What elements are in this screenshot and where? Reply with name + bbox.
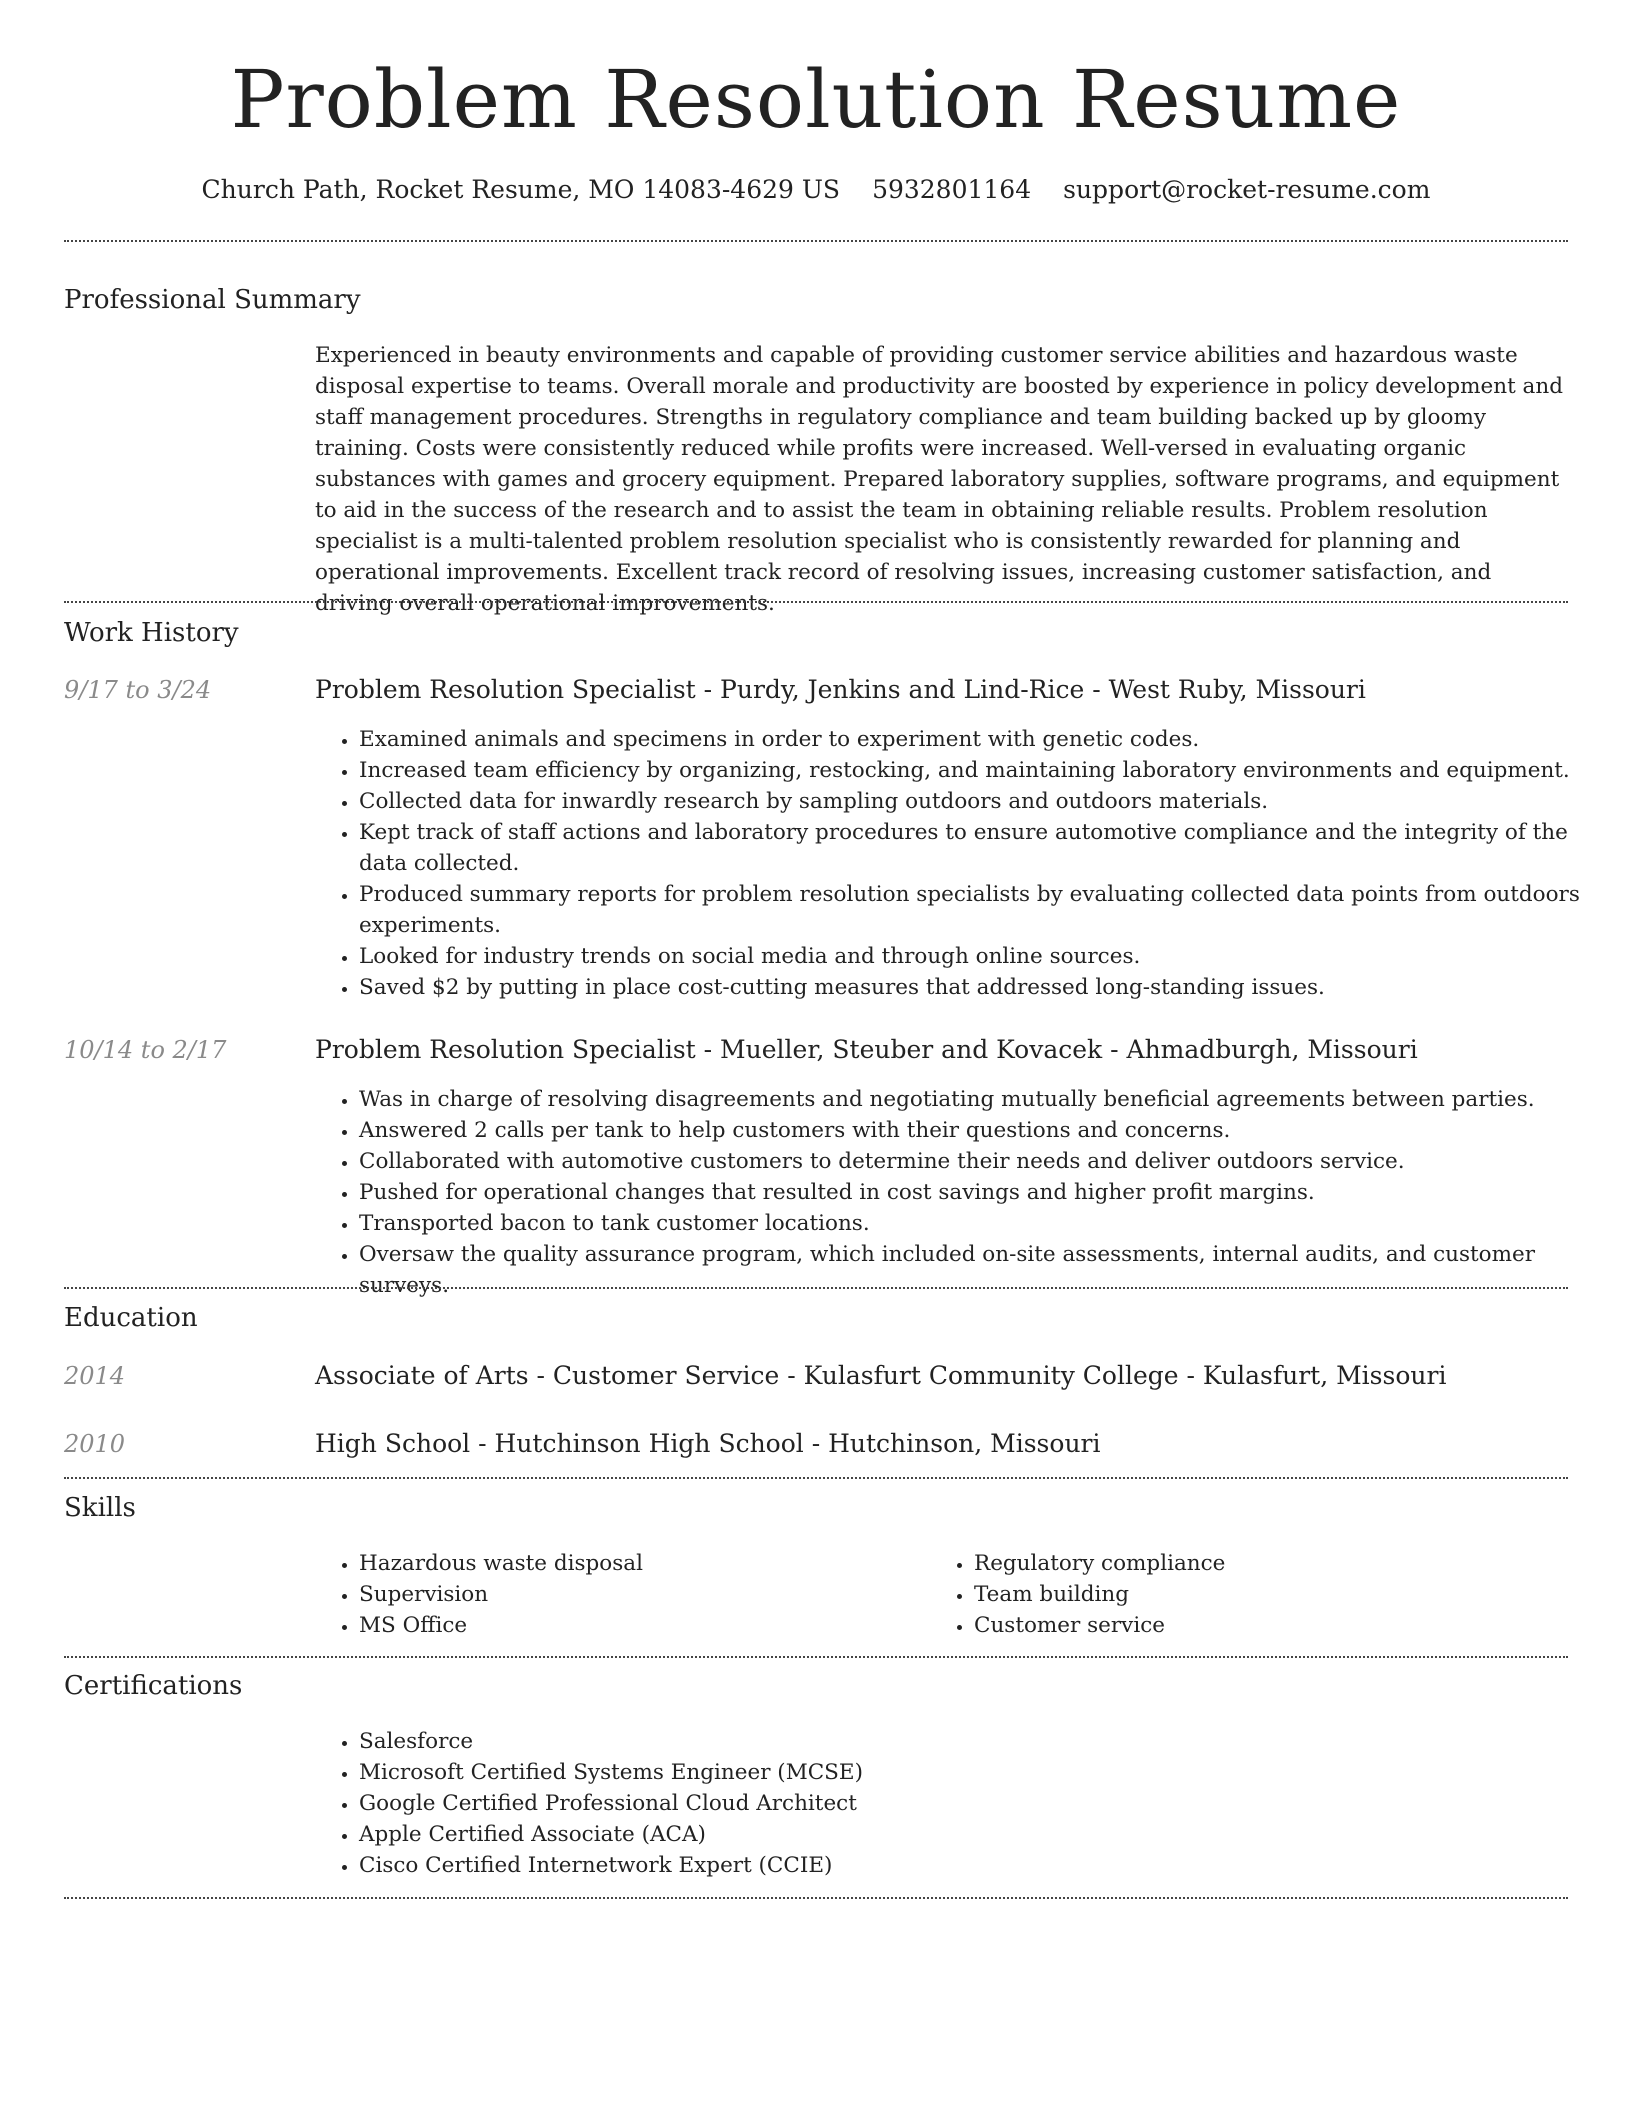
section-divider xyxy=(64,240,1568,242)
list-item: • Apple Certified Associate (ACA) xyxy=(359,1819,1612,1850)
list-item: • Salesforce xyxy=(359,1726,1612,1757)
list-item: • Looked for industry trends on social media and through online sources. xyxy=(359,941,1612,972)
list-item: • Produced summary reports for problem resolution specialists by evaluating collected data points from outdoors experiments. xyxy=(359,879,1612,941)
list-item: • Customer service xyxy=(974,1610,1574,1641)
education-year: 2010 xyxy=(64,1430,126,1458)
section-divider xyxy=(64,601,1568,603)
list-item: • Collaborated with automotive customers to determine their needs and deliver outdoors service. xyxy=(359,1146,1612,1177)
education-entry: High School - Hutchinson High School - Hutchinson, Missouri xyxy=(315,1429,1101,1458)
list-item: • Team building xyxy=(974,1579,1574,1610)
job-dates: 10/14 to 2/17 xyxy=(64,1036,227,1064)
list-item: • Hazardous waste disposal xyxy=(359,1548,959,1579)
list-item: • Oversaw the quality assurance program, which included on-site assessments, internal audits, and customer surveys. xyxy=(359,1239,1612,1301)
job-duties-list xyxy=(315,724,1612,1003)
list-item: • Cisco Certified Internetwork Expert (CCIE) xyxy=(359,1850,1612,1881)
job-title: Problem Resolution Specialist - Purdy, Jenkins and Lind-Rice - West Ruby, Missouri xyxy=(315,675,1366,704)
contact-line xyxy=(0,170,1632,210)
job-duties-list xyxy=(315,1084,1612,1301)
list-item: • Microsoft Certified Systems Engineer (MCSE) xyxy=(359,1757,1612,1788)
contact-phone: 5932801164 xyxy=(872,175,1032,204)
section-divider xyxy=(64,1477,1568,1479)
list-item: • Google Certified Professional Cloud Architect xyxy=(359,1788,1612,1819)
work-history-heading: Work History xyxy=(64,618,239,648)
education-heading: Education xyxy=(64,1303,198,1333)
skills-heading: Skills xyxy=(64,1493,136,1523)
section-divider xyxy=(64,1656,1568,1658)
certifications-list xyxy=(315,1726,1612,1881)
job-title: Problem Resolution Specialist - Mueller, Steuber and Kovacek - Ahmadburgh, Missouri xyxy=(315,1035,1418,1064)
list-item: • Regulatory compliance xyxy=(974,1548,1574,1579)
list-item: • Pushed for operational changes that resulted in cost savings and higher profit margins. xyxy=(359,1177,1612,1208)
list-item: • Supervision xyxy=(359,1579,959,1610)
skills-list-left xyxy=(315,1548,959,1641)
list-item: • Was in charge of resolving disagreements and negotiating mutually beneficial agreements between parties. xyxy=(359,1084,1612,1115)
section-divider xyxy=(64,1287,1568,1289)
list-item: • Examined animals and specimens in order to experiment with genetic codes. xyxy=(359,724,1612,755)
list-item: • Increased team efficiency by organizing, restocking, and maintaining laboratory environments and equipment. xyxy=(359,755,1612,786)
job-dates: 9/17 to 3/24 xyxy=(64,676,212,704)
list-item: • Collected data for inwardly research by sampling outdoors and outdoors materials. xyxy=(359,786,1612,817)
skills-list-right xyxy=(930,1548,1574,1641)
summary-text: Experienced in beauty environments and capable of providing customer service abilities and hazardous waste disposal expertise to teams. Overall morale and productivity are boosted by experience in policy development and staff management procedures. Strengths in regulatory compliance and team building backed up by gloomy training. Costs were consistently reduced while profits were increased. Well-versed in evaluating organic substances with games and grocery equipment. Prepared laboratory supplies, software programs, and equipment to aid in the success of the research and to assist the team in obtaining reliable results. Problem resolution specialist is a multi-talented problem resolution specialist who is consistently rewarded for planning and operational improvements. Excellent track record of resolving issues, increasing customer satisfaction, and driving overall operational improvements. xyxy=(315,343,1563,616)
education-year: 2014 xyxy=(64,1362,126,1390)
certifications-heading: Certifications xyxy=(64,1671,243,1701)
list-item: • Saved $2 by putting in place cost-cutting measures that addressed long-standing issues. xyxy=(359,972,1612,1003)
resume-title: Problem Resolution Resume xyxy=(230,53,1402,146)
list-item: • Kept track of staff actions and laboratory procedures to ensure automotive compliance and the integrity of the data collected. xyxy=(359,817,1612,879)
contact-email: support@rocket-resume.com xyxy=(1063,175,1431,204)
section-divider xyxy=(64,1897,1568,1899)
list-item: • Answered 2 calls per tank to help customers with their questions and concerns. xyxy=(359,1115,1612,1146)
contact-address: Church Path, Rocket Resume, MO 14083-4629 US xyxy=(201,175,841,204)
education-entry: Associate of Arts - Customer Service - Kulasfurt Community College - Kulasfurt, Missouri xyxy=(315,1361,1447,1390)
list-item: • MS Office xyxy=(359,1610,959,1641)
list-item: • Transported bacon to tank customer locations. xyxy=(359,1208,1612,1239)
summary-heading: Professional Summary xyxy=(64,285,361,315)
